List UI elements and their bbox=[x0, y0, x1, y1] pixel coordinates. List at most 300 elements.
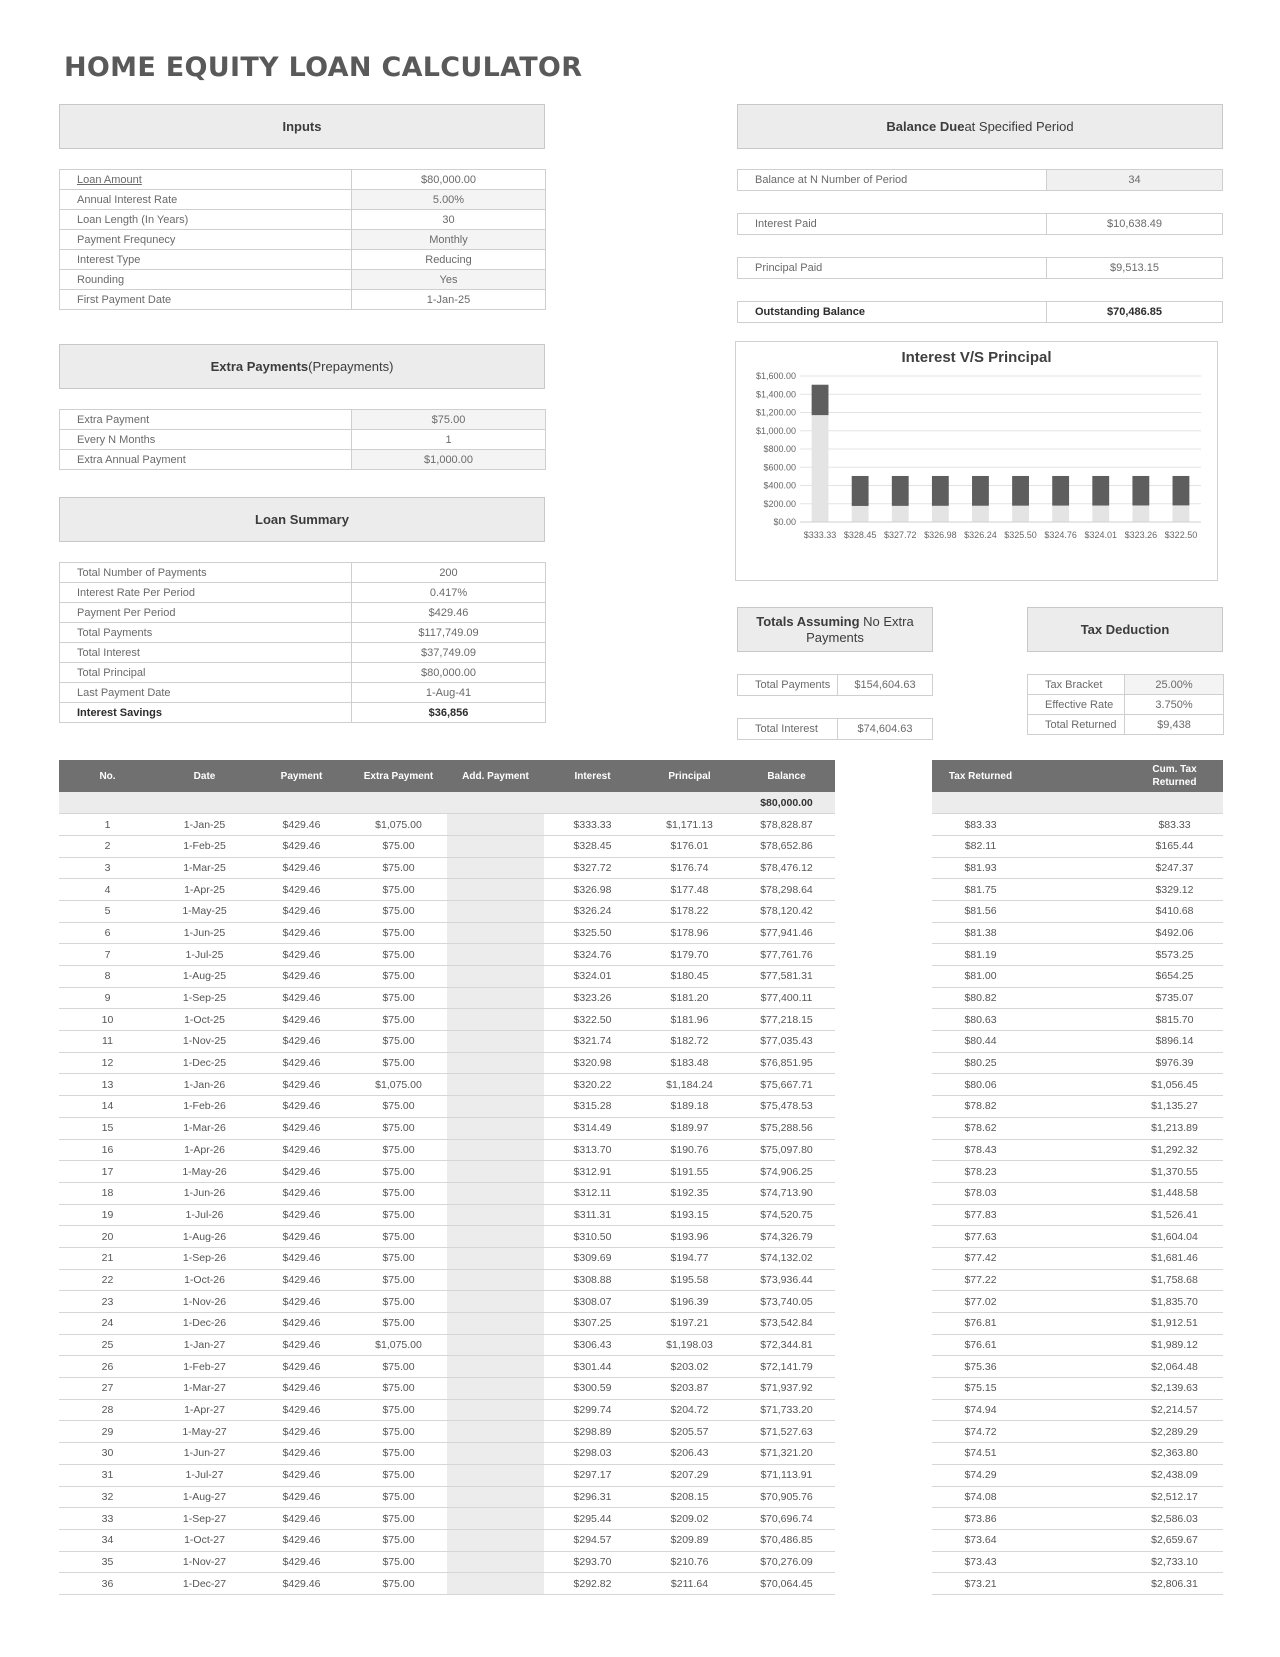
row-tax-returned: $81.75 bbox=[932, 879, 1029, 901]
row-interest: $295.44 bbox=[544, 1508, 641, 1530]
row-date: 1-Dec-27 bbox=[156, 1573, 253, 1595]
row-add-payment[interactable] bbox=[447, 1378, 544, 1400]
row-principal: $193.96 bbox=[641, 1226, 738, 1248]
row-cum-tax-returned: $2,438.09 bbox=[1126, 1464, 1223, 1486]
extra-row bbox=[60, 450, 546, 470]
input-value[interactable]: Yes bbox=[352, 270, 546, 290]
row-extra-payment: $75.00 bbox=[350, 1508, 447, 1530]
row-payment: $429.46 bbox=[253, 1161, 350, 1183]
x-tick-label: $327.72 bbox=[883, 530, 917, 540]
row-cum-tax-returned: $1,989.12 bbox=[1126, 1334, 1223, 1356]
row-tax-returned: $75.15 bbox=[932, 1378, 1029, 1400]
totals-header-light: No Extra Payments bbox=[806, 613, 914, 645]
input-label: First Payment Date bbox=[60, 290, 352, 310]
row-date: 1-Mar-25 bbox=[156, 857, 253, 879]
row-spacer bbox=[1029, 857, 1126, 879]
row-date: 1-Dec-26 bbox=[156, 1313, 253, 1335]
row-cum-tax-returned: $2,733.10 bbox=[1126, 1551, 1223, 1573]
row-add-payment[interactable] bbox=[447, 814, 544, 836]
row-balance: $71,733.20 bbox=[738, 1399, 835, 1421]
tax-row bbox=[1028, 675, 1224, 695]
tax-table-row bbox=[932, 1009, 1223, 1031]
row-add-payment[interactable] bbox=[447, 900, 544, 922]
totals-interest-value: $74,604.63 bbox=[857, 723, 913, 735]
row-add-payment[interactable] bbox=[447, 987, 544, 1009]
row-date: 1-Oct-27 bbox=[156, 1529, 253, 1551]
row-date: 1-Jul-25 bbox=[156, 944, 253, 966]
tax-bracket-input[interactable]: 25.00% bbox=[1125, 675, 1224, 695]
row-add-payment[interactable] bbox=[447, 1009, 544, 1031]
input-row bbox=[60, 290, 546, 310]
totals-payments-label: Total Payments bbox=[738, 675, 838, 695]
row-payment: $429.46 bbox=[253, 1139, 350, 1161]
row-principal: $196.39 bbox=[641, 1291, 738, 1313]
row-spacer bbox=[1029, 879, 1126, 901]
principal-paid-value: $9,513.15 bbox=[1110, 262, 1159, 274]
row-no: 8 bbox=[59, 966, 156, 988]
row-tax-returned: $73.64 bbox=[932, 1529, 1029, 1551]
bar-interest bbox=[1092, 476, 1109, 506]
table-row bbox=[59, 1117, 835, 1139]
row-interest: $292.82 bbox=[544, 1573, 641, 1595]
row-extra-payment: $75.00 bbox=[350, 1356, 447, 1378]
row-tax-returned: $78.82 bbox=[932, 1096, 1029, 1118]
tax-table-row bbox=[932, 1226, 1223, 1248]
row-interest: $322.50 bbox=[544, 1009, 641, 1031]
row-cum-tax-returned: $1,135.27 bbox=[1126, 1096, 1223, 1118]
row-balance: $74,520.75 bbox=[738, 1204, 835, 1226]
row-cum-tax-returned: $2,064.48 bbox=[1126, 1356, 1223, 1378]
row-tax-returned: $73.86 bbox=[932, 1508, 1029, 1530]
extra-value[interactable]: $1,000.00 bbox=[352, 450, 546, 470]
interest-paid-value: $10,638.49 bbox=[1106, 218, 1163, 230]
row-balance: $73,936.44 bbox=[738, 1269, 835, 1291]
row-balance: $75,667.71 bbox=[738, 1074, 835, 1096]
inputs-header bbox=[59, 104, 545, 149]
table-row bbox=[59, 1573, 835, 1595]
tax-header-label: Tax Deduction bbox=[1080, 622, 1170, 637]
row-cum-tax-returned: $1,526.41 bbox=[1126, 1204, 1223, 1226]
row-date: 1-Jan-26 bbox=[156, 1074, 253, 1096]
row-tax-returned: $80.82 bbox=[932, 987, 1029, 1009]
totals-payments-value: $154,604.63 bbox=[854, 679, 916, 691]
row-spacer bbox=[1029, 1529, 1126, 1551]
row-tax-returned: $80.63 bbox=[932, 1009, 1029, 1031]
row-add-payment[interactable] bbox=[447, 1226, 544, 1248]
row-cum-tax-returned: $1,604.04 bbox=[1126, 1226, 1223, 1248]
row-add-payment[interactable] bbox=[447, 879, 544, 901]
row-no: 3 bbox=[59, 857, 156, 879]
row-balance: $70,486.85 bbox=[738, 1529, 835, 1551]
row-payment: $429.46 bbox=[253, 922, 350, 944]
summary-value: 0.417% bbox=[352, 583, 546, 603]
row-balance: $77,761.76 bbox=[738, 944, 835, 966]
row-interest: $327.72 bbox=[544, 857, 641, 879]
col-cum-tax-returned: Cum. Tax Returned bbox=[1126, 760, 1223, 792]
tax-table-row bbox=[932, 835, 1223, 857]
input-value[interactable]: Monthly bbox=[352, 230, 546, 250]
row-no: 30 bbox=[59, 1443, 156, 1465]
totals-payments-row bbox=[737, 674, 933, 696]
row-balance: $77,941.46 bbox=[738, 922, 835, 944]
amortization-header-row bbox=[59, 760, 835, 792]
input-value[interactable]: $80,000.00 bbox=[352, 170, 546, 190]
table-row bbox=[59, 900, 835, 922]
bar-interest bbox=[1132, 476, 1149, 505]
row-add-payment[interactable] bbox=[447, 1356, 544, 1378]
totals-interest-label: Total Interest bbox=[738, 719, 838, 739]
row-spacer bbox=[1029, 1096, 1126, 1118]
table-row bbox=[59, 1356, 835, 1378]
row-principal: $1,184.24 bbox=[641, 1074, 738, 1096]
row-cum-tax-returned: $2,806.31 bbox=[1126, 1573, 1223, 1595]
extra-payments-table bbox=[59, 409, 546, 470]
row-payment: $429.46 bbox=[253, 1052, 350, 1074]
row-interest: $294.57 bbox=[544, 1529, 641, 1551]
bar-principal bbox=[892, 506, 909, 522]
row-add-payment[interactable] bbox=[447, 1204, 544, 1226]
row-payment: $429.46 bbox=[253, 1009, 350, 1031]
row-add-payment[interactable] bbox=[447, 835, 544, 857]
row-payment: $429.46 bbox=[253, 879, 350, 901]
col-add-payment: Add. Payment bbox=[447, 760, 544, 792]
input-value[interactable]: 30 bbox=[352, 210, 546, 230]
tax-table-row bbox=[932, 1378, 1223, 1400]
row-add-payment[interactable] bbox=[447, 1074, 544, 1096]
row-balance: $77,035.43 bbox=[738, 1031, 835, 1053]
row-principal: $182.72 bbox=[641, 1031, 738, 1053]
row-interest: $298.89 bbox=[544, 1421, 641, 1443]
row-add-payment[interactable] bbox=[447, 1508, 544, 1530]
row-interest: $310.50 bbox=[544, 1226, 641, 1248]
row-interest: $320.22 bbox=[544, 1074, 641, 1096]
row-no: 15 bbox=[59, 1117, 156, 1139]
summary-value: 200 bbox=[352, 563, 546, 583]
row-balance: $72,344.81 bbox=[738, 1334, 835, 1356]
row-balance: $73,542.84 bbox=[738, 1313, 835, 1335]
table-row bbox=[59, 1334, 835, 1356]
tax-table-row bbox=[932, 1139, 1223, 1161]
input-value[interactable]: 5.00% bbox=[352, 190, 546, 210]
row-spacer bbox=[1029, 1399, 1126, 1421]
row-payment: $429.46 bbox=[253, 1421, 350, 1443]
row-cum-tax-returned: $165.44 bbox=[1126, 835, 1223, 857]
row-no: 18 bbox=[59, 1182, 156, 1204]
row-cum-tax-returned: $410.68 bbox=[1126, 900, 1223, 922]
y-tick-label: $1,400.00 bbox=[755, 389, 796, 400]
row-cum-tax-returned: $1,912.51 bbox=[1126, 1313, 1223, 1335]
row-principal: $203.87 bbox=[641, 1378, 738, 1400]
summary-label: Total Interest bbox=[60, 643, 352, 663]
summary-row bbox=[60, 623, 546, 643]
row-no: 2 bbox=[59, 835, 156, 857]
row-payment: $429.46 bbox=[253, 1573, 350, 1595]
tax-returned-table bbox=[932, 760, 1223, 1595]
interest-paid-row bbox=[737, 213, 1223, 235]
row-extra-payment: $75.00 bbox=[350, 1464, 447, 1486]
input-value[interactable]: 1-Jan-25 bbox=[352, 290, 546, 310]
outstanding-balance-label: Outstanding Balance bbox=[738, 302, 1047, 322]
row-principal: $205.57 bbox=[641, 1421, 738, 1443]
row-interest: $296.31 bbox=[544, 1486, 641, 1508]
extra-row bbox=[60, 430, 546, 450]
row-payment: $429.46 bbox=[253, 1399, 350, 1421]
row-add-payment[interactable] bbox=[447, 1443, 544, 1465]
x-tick-label: $323.26 bbox=[1124, 530, 1158, 540]
row-tax-returned: $77.42 bbox=[932, 1247, 1029, 1269]
row-payment: $429.46 bbox=[253, 814, 350, 836]
row-add-payment[interactable] bbox=[447, 1117, 544, 1139]
tax-table-row bbox=[932, 1052, 1223, 1074]
table-row bbox=[59, 922, 835, 944]
row-date: 1-Dec-25 bbox=[156, 1052, 253, 1074]
tax-table-row bbox=[932, 900, 1223, 922]
bar-principal bbox=[1173, 505, 1190, 522]
row-principal: $189.18 bbox=[641, 1096, 738, 1118]
row-add-payment[interactable] bbox=[447, 1421, 544, 1443]
input-label: Rounding bbox=[60, 270, 352, 290]
row-add-payment[interactable] bbox=[447, 944, 544, 966]
summary-row bbox=[60, 643, 546, 663]
extra-row bbox=[60, 410, 546, 430]
row-principal: $206.43 bbox=[641, 1443, 738, 1465]
row-balance: $74,713.90 bbox=[738, 1182, 835, 1204]
row-spacer bbox=[1029, 1551, 1126, 1573]
row-balance: $78,298.64 bbox=[738, 879, 835, 901]
row-no: 11 bbox=[59, 1031, 156, 1053]
row-principal: $190.76 bbox=[641, 1139, 738, 1161]
extra-value[interactable]: 1 bbox=[352, 430, 546, 450]
bar-principal bbox=[1012, 506, 1029, 522]
row-tax-returned: $75.36 bbox=[932, 1356, 1029, 1378]
row-cum-tax-returned: $329.12 bbox=[1126, 879, 1223, 901]
x-tick-label: $322.50 bbox=[1164, 530, 1198, 540]
row-tax-returned: $81.00 bbox=[932, 966, 1029, 988]
row-no: 7 bbox=[59, 944, 156, 966]
row-principal: $178.96 bbox=[641, 922, 738, 944]
y-tick-label: $800.00 bbox=[763, 444, 796, 454]
row-add-payment[interactable] bbox=[447, 857, 544, 879]
balance-due-header bbox=[737, 104, 1223, 149]
row-add-payment[interactable] bbox=[447, 1182, 544, 1204]
row-add-payment[interactable] bbox=[447, 1161, 544, 1183]
y-tick-label: $1,000.00 bbox=[755, 425, 796, 436]
row-add-payment[interactable] bbox=[447, 966, 544, 988]
summary-row bbox=[60, 583, 546, 603]
principal-paid-label: Principal Paid bbox=[738, 258, 1047, 278]
row-tax-returned: $80.06 bbox=[932, 1074, 1029, 1096]
row-interest: $323.26 bbox=[544, 987, 641, 1009]
row-cum-tax-returned: $2,512.17 bbox=[1126, 1486, 1223, 1508]
row-principal: $1,171.13 bbox=[641, 814, 738, 836]
row-extra-payment: $75.00 bbox=[350, 1291, 447, 1313]
row-cum-tax-returned: $1,370.55 bbox=[1126, 1161, 1223, 1183]
extra-header-bold: Extra Payments bbox=[210, 359, 309, 374]
row-add-payment[interactable] bbox=[447, 1096, 544, 1118]
row-date: 1-Apr-27 bbox=[156, 1399, 253, 1421]
tax-table-row bbox=[932, 1204, 1223, 1226]
table-row bbox=[59, 857, 835, 879]
col-payment: Payment bbox=[253, 760, 350, 792]
row-date: 1-Feb-25 bbox=[156, 835, 253, 857]
row-principal: $183.48 bbox=[641, 1052, 738, 1074]
tax-start-row bbox=[932, 792, 1223, 814]
summary-row bbox=[60, 563, 546, 583]
bar-principal bbox=[1052, 506, 1069, 522]
summary-value: $36,856 bbox=[352, 703, 546, 723]
bar-interest bbox=[812, 385, 829, 415]
row-add-payment[interactable] bbox=[447, 1247, 544, 1269]
chart-plot bbox=[736, 342, 1219, 582]
row-date: 1-Jun-26 bbox=[156, 1182, 253, 1204]
row-date: 1-Jul-26 bbox=[156, 1204, 253, 1226]
row-add-payment[interactable] bbox=[447, 1529, 544, 1551]
row-tax-returned: $74.51 bbox=[932, 1443, 1029, 1465]
extra-value[interactable]: $75.00 bbox=[352, 410, 546, 430]
row-no: 22 bbox=[59, 1269, 156, 1291]
row-interest: $325.50 bbox=[544, 922, 641, 944]
row-add-payment[interactable] bbox=[447, 1313, 544, 1335]
inputs-header-label: Inputs bbox=[282, 119, 322, 134]
tax-table-row bbox=[932, 1421, 1223, 1443]
row-principal: $176.74 bbox=[641, 857, 738, 879]
row-spacer bbox=[1029, 1313, 1126, 1335]
input-value[interactable]: Reducing bbox=[352, 250, 546, 270]
row-payment: $429.46 bbox=[253, 1443, 350, 1465]
row-add-payment[interactable] bbox=[447, 1334, 544, 1356]
x-tick-label: $328.45 bbox=[843, 530, 877, 540]
balance-n-input[interactable]: 34 bbox=[1047, 170, 1222, 190]
row-add-payment[interactable] bbox=[447, 1052, 544, 1074]
row-spacer bbox=[1029, 922, 1126, 944]
row-add-payment[interactable] bbox=[447, 1031, 544, 1053]
row-spacer bbox=[1029, 1161, 1126, 1183]
row-extra-payment: $75.00 bbox=[350, 1551, 447, 1573]
tax-returned-header-row bbox=[932, 760, 1223, 792]
row-no: 16 bbox=[59, 1139, 156, 1161]
x-tick-label: $324.76 bbox=[1044, 530, 1077, 540]
row-cum-tax-returned: $896.14 bbox=[1126, 1031, 1223, 1053]
table-row bbox=[59, 1226, 835, 1248]
input-row bbox=[60, 210, 546, 230]
row-principal: $209.89 bbox=[641, 1529, 738, 1551]
row-no: 1 bbox=[59, 814, 156, 836]
row-balance: $70,064.45 bbox=[738, 1573, 835, 1595]
table-row bbox=[59, 1139, 835, 1161]
row-cum-tax-returned: $2,659.67 bbox=[1126, 1529, 1223, 1551]
row-spacer bbox=[1029, 987, 1126, 1009]
row-add-payment[interactable] bbox=[447, 1551, 544, 1573]
row-principal: $207.29 bbox=[641, 1464, 738, 1486]
table-row bbox=[59, 1313, 835, 1335]
row-payment: $429.46 bbox=[253, 835, 350, 857]
row-no: 28 bbox=[59, 1399, 156, 1421]
row-add-payment[interactable] bbox=[447, 1399, 544, 1421]
summary-row bbox=[60, 663, 546, 683]
row-extra-payment: $75.00 bbox=[350, 1421, 447, 1443]
row-principal: $211.64 bbox=[641, 1573, 738, 1595]
row-payment: $429.46 bbox=[253, 1313, 350, 1335]
row-no: 33 bbox=[59, 1508, 156, 1530]
row-date: 1-Aug-25 bbox=[156, 966, 253, 988]
summary-label: Last Payment Date bbox=[60, 683, 352, 703]
row-date: 1-Sep-25 bbox=[156, 987, 253, 1009]
row-add-payment[interactable] bbox=[447, 1486, 544, 1508]
row-date: 1-May-25 bbox=[156, 900, 253, 922]
row-date: 1-Jan-25 bbox=[156, 814, 253, 836]
row-date: 1-Aug-26 bbox=[156, 1226, 253, 1248]
row-payment: $429.46 bbox=[253, 1269, 350, 1291]
row-no: 32 bbox=[59, 1486, 156, 1508]
row-interest: $312.91 bbox=[544, 1161, 641, 1183]
extra-label: Every N Months bbox=[60, 430, 352, 450]
tax-table-row bbox=[932, 1247, 1223, 1269]
row-spacer bbox=[1029, 1334, 1126, 1356]
row-add-payment[interactable] bbox=[447, 1573, 544, 1595]
row-add-payment[interactable] bbox=[447, 1269, 544, 1291]
table-row bbox=[59, 1096, 835, 1118]
row-balance: $71,321.20 bbox=[738, 1443, 835, 1465]
row-no: 34 bbox=[59, 1529, 156, 1551]
row-date: 1-Nov-26 bbox=[156, 1291, 253, 1313]
row-spacer bbox=[1029, 1291, 1126, 1313]
tax-table-row bbox=[932, 1529, 1223, 1551]
row-date: 1-Feb-27 bbox=[156, 1356, 253, 1378]
row-tax-returned: $81.38 bbox=[932, 922, 1029, 944]
row-interest: $308.07 bbox=[544, 1291, 641, 1313]
row-principal: $195.58 bbox=[641, 1269, 738, 1291]
tax-table-row bbox=[932, 857, 1223, 879]
row-payment: $429.46 bbox=[253, 1204, 350, 1226]
row-spacer bbox=[1029, 1074, 1126, 1096]
row-extra-payment: $75.00 bbox=[350, 1226, 447, 1248]
row-spacer bbox=[1029, 1182, 1126, 1204]
row-date: 1-Jun-27 bbox=[156, 1443, 253, 1465]
row-add-payment[interactable] bbox=[447, 1464, 544, 1486]
row-tax-returned: $76.61 bbox=[932, 1334, 1029, 1356]
row-extra-payment: $75.00 bbox=[350, 1269, 447, 1291]
row-payment: $429.46 bbox=[253, 1334, 350, 1356]
row-principal: $178.22 bbox=[641, 900, 738, 922]
totals-header-bold: Totals Assuming bbox=[756, 613, 860, 629]
input-row bbox=[60, 170, 546, 190]
row-principal: $191.55 bbox=[641, 1161, 738, 1183]
col-extra-payment: Extra Payment bbox=[350, 760, 447, 792]
tax-table-row bbox=[932, 944, 1223, 966]
row-add-payment[interactable] bbox=[447, 1139, 544, 1161]
row-balance: $71,113.91 bbox=[738, 1464, 835, 1486]
row-date: 1-Jan-27 bbox=[156, 1334, 253, 1356]
balance-n-period-row bbox=[737, 169, 1223, 191]
row-no: 36 bbox=[59, 1573, 156, 1595]
summary-value: $117,749.09 bbox=[352, 623, 546, 643]
row-spacer bbox=[1029, 1052, 1126, 1074]
row-interest: $320.98 bbox=[544, 1052, 641, 1074]
row-extra-payment: $75.00 bbox=[350, 879, 447, 901]
bar-principal bbox=[972, 506, 989, 522]
row-interest: $309.69 bbox=[544, 1247, 641, 1269]
row-cum-tax-returned: $654.25 bbox=[1126, 966, 1223, 988]
row-tax-returned: $80.44 bbox=[932, 1031, 1029, 1053]
row-interest: $321.74 bbox=[544, 1031, 641, 1053]
row-add-payment[interactable] bbox=[447, 1291, 544, 1313]
row-date: 1-Mar-27 bbox=[156, 1378, 253, 1400]
row-add-payment[interactable] bbox=[447, 922, 544, 944]
x-tick-label: $325.50 bbox=[1004, 530, 1037, 540]
row-spacer bbox=[1029, 1464, 1126, 1486]
row-date: 1-Mar-26 bbox=[156, 1117, 253, 1139]
inputs-table bbox=[59, 169, 546, 310]
